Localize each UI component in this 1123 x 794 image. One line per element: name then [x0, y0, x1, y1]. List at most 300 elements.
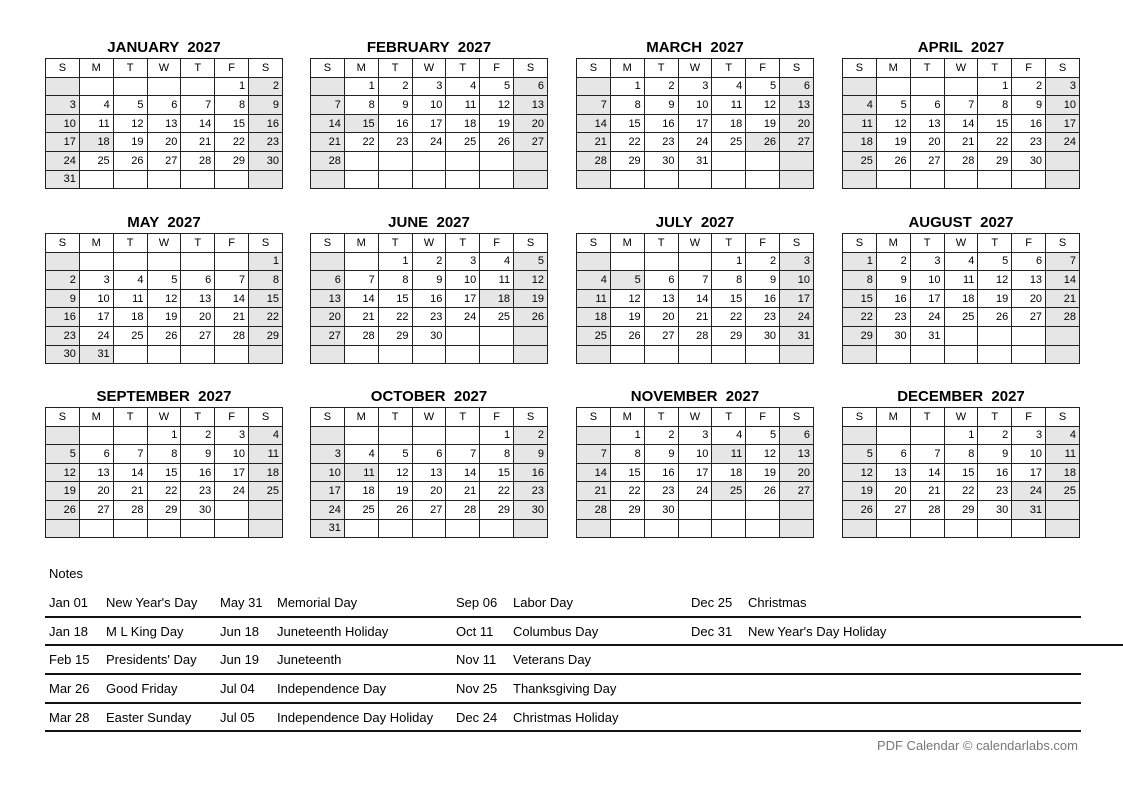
day-cell[interactable]: 14	[577, 463, 611, 482]
day-cell[interactable]: 27	[514, 133, 548, 152]
day-cell[interactable]: 6	[79, 445, 113, 464]
day-cell[interactable]: 28	[577, 500, 611, 519]
day-cell[interactable]: 23	[644, 482, 678, 501]
day-cell[interactable]: 19	[147, 308, 181, 327]
day-cell[interactable]: 18	[712, 114, 746, 133]
day-cell[interactable]: 17	[678, 114, 712, 133]
day-cell[interactable]: 7	[678, 271, 712, 290]
day-cell[interactable]: 19	[746, 463, 780, 482]
day-cell[interactable]: 1	[147, 426, 181, 445]
day-cell[interactable]: 4	[113, 271, 147, 290]
day-cell[interactable]: 14	[577, 114, 611, 133]
day-cell[interactable]: 30	[1012, 151, 1046, 170]
day-cell[interactable]: 4	[480, 252, 514, 271]
day-cell[interactable]: 14	[215, 289, 249, 308]
day-cell[interactable]: 29	[147, 500, 181, 519]
day-cell[interactable]: 20	[412, 482, 446, 501]
day-cell[interactable]: 26	[113, 151, 147, 170]
day-cell[interactable]: 25	[113, 326, 147, 345]
day-cell[interactable]: 3	[46, 96, 80, 115]
day-cell[interactable]: 26	[46, 500, 80, 519]
day-cell[interactable]: 21	[910, 482, 944, 501]
day-cell[interactable]: 5	[978, 252, 1012, 271]
day-cell[interactable]: 23	[514, 482, 548, 501]
day-cell[interactable]: 22	[378, 308, 412, 327]
day-cell[interactable]: 16	[876, 289, 910, 308]
day-cell[interactable]: 19	[113, 133, 147, 152]
day-cell[interactable]: 22	[344, 133, 378, 152]
day-cell[interactable]: 16	[978, 463, 1012, 482]
day-cell[interactable]: 12	[514, 271, 548, 290]
day-cell[interactable]: 10	[910, 271, 944, 290]
day-cell[interactable]: 18	[344, 482, 378, 501]
day-cell[interactable]: 9	[514, 445, 548, 464]
day-cell[interactable]: 3	[79, 271, 113, 290]
day-cell[interactable]: 13	[412, 463, 446, 482]
day-cell[interactable]: 18	[249, 463, 283, 482]
day-cell[interactable]: 7	[215, 271, 249, 290]
day-cell[interactable]: 20	[780, 463, 814, 482]
day-cell[interactable]: 11	[843, 114, 877, 133]
day-cell[interactable]: 7	[577, 96, 611, 115]
day-cell[interactable]: 17	[311, 482, 345, 501]
day-cell[interactable]: 5	[610, 271, 644, 290]
day-cell[interactable]: 14	[678, 289, 712, 308]
day-cell[interactable]: 7	[577, 445, 611, 464]
day-cell[interactable]: 2	[978, 426, 1012, 445]
day-cell[interactable]: 28	[181, 151, 215, 170]
day-cell[interactable]: 29	[215, 151, 249, 170]
day-cell[interactable]: 17	[79, 308, 113, 327]
day-cell[interactable]: 30	[978, 500, 1012, 519]
day-cell[interactable]: 4	[577, 271, 611, 290]
day-cell[interactable]: 27	[412, 500, 446, 519]
day-cell[interactable]: 7	[344, 271, 378, 290]
day-cell[interactable]: 11	[79, 114, 113, 133]
day-cell[interactable]: 28	[344, 326, 378, 345]
day-cell[interactable]: 13	[1012, 271, 1046, 290]
day-cell[interactable]: 29	[480, 500, 514, 519]
day-cell[interactable]: 1	[610, 426, 644, 445]
day-cell[interactable]: 11	[344, 463, 378, 482]
day-cell[interactable]: 20	[147, 133, 181, 152]
day-cell[interactable]: 28	[446, 500, 480, 519]
day-cell[interactable]: 26	[978, 308, 1012, 327]
day-cell[interactable]: 4	[79, 96, 113, 115]
day-cell[interactable]: 8	[480, 445, 514, 464]
day-cell[interactable]: 9	[46, 289, 80, 308]
day-cell[interactable]: 25	[944, 308, 978, 327]
day-cell[interactable]: 25	[249, 482, 283, 501]
day-cell[interactable]: 21	[181, 133, 215, 152]
day-cell[interactable]: 20	[311, 308, 345, 327]
day-cell[interactable]: 14	[344, 289, 378, 308]
day-cell[interactable]: 6	[311, 271, 345, 290]
day-cell[interactable]: 5	[746, 77, 780, 96]
day-cell[interactable]: 30	[514, 500, 548, 519]
day-cell[interactable]: 25	[1046, 482, 1080, 501]
footer-credit[interactable]: PDF Calendar © calendarlabs.com	[876, 738, 1078, 753]
day-cell[interactable]: 6	[780, 426, 814, 445]
day-cell[interactable]: 22	[712, 308, 746, 327]
day-cell[interactable]: 13	[780, 445, 814, 464]
day-cell[interactable]: 22	[147, 482, 181, 501]
day-cell[interactable]: 5	[147, 271, 181, 290]
day-cell[interactable]: 7	[113, 445, 147, 464]
day-cell[interactable]: 15	[978, 114, 1012, 133]
day-cell[interactable]: 27	[910, 151, 944, 170]
day-cell[interactable]: 14	[446, 463, 480, 482]
day-cell[interactable]: 7	[910, 445, 944, 464]
day-cell[interactable]: 20	[514, 114, 548, 133]
day-cell[interactable]: 22	[610, 482, 644, 501]
day-cell[interactable]: 30	[644, 500, 678, 519]
day-cell[interactable]: 19	[746, 114, 780, 133]
day-cell[interactable]: 21	[1046, 289, 1080, 308]
day-cell[interactable]: 10	[311, 463, 345, 482]
day-cell[interactable]: 27	[79, 500, 113, 519]
day-cell[interactable]: 30	[181, 500, 215, 519]
day-cell[interactable]: 20	[644, 308, 678, 327]
day-cell[interactable]: 21	[944, 133, 978, 152]
day-cell[interactable]: 10	[1012, 445, 1046, 464]
day-cell[interactable]: 9	[412, 271, 446, 290]
day-cell[interactable]: 16	[46, 308, 80, 327]
day-cell[interactable]: 29	[610, 151, 644, 170]
day-cell[interactable]: 23	[1012, 133, 1046, 152]
day-cell[interactable]: 6	[780, 77, 814, 96]
day-cell[interactable]: 8	[978, 96, 1012, 115]
day-cell[interactable]: 10	[446, 271, 480, 290]
day-cell[interactable]: 23	[181, 482, 215, 501]
day-cell[interactable]: 15	[480, 463, 514, 482]
day-cell[interactable]: 5	[876, 96, 910, 115]
day-cell[interactable]: 7	[944, 96, 978, 115]
day-cell[interactable]: 26	[610, 326, 644, 345]
day-cell[interactable]: 12	[480, 96, 514, 115]
day-cell[interactable]: 18	[577, 308, 611, 327]
day-cell[interactable]: 13	[79, 463, 113, 482]
day-cell[interactable]: 11	[480, 271, 514, 290]
day-cell[interactable]: 31	[780, 326, 814, 345]
day-cell[interactable]: 24	[678, 133, 712, 152]
day-cell[interactable]: 25	[79, 151, 113, 170]
day-cell[interactable]: 8	[215, 96, 249, 115]
day-cell[interactable]: 3	[910, 252, 944, 271]
day-cell[interactable]: 4	[446, 77, 480, 96]
day-cell[interactable]: 11	[712, 96, 746, 115]
day-cell[interactable]: 15	[944, 463, 978, 482]
day-cell[interactable]: 3	[311, 445, 345, 464]
day-cell[interactable]: 15	[344, 114, 378, 133]
day-cell[interactable]: 27	[1012, 308, 1046, 327]
day-cell[interactable]: 26	[843, 500, 877, 519]
day-cell[interactable]: 6	[644, 271, 678, 290]
day-cell[interactable]: 9	[181, 445, 215, 464]
day-cell[interactable]: 8	[944, 445, 978, 464]
day-cell[interactable]: 20	[79, 482, 113, 501]
day-cell[interactable]: 6	[910, 96, 944, 115]
day-cell[interactable]: 4	[344, 445, 378, 464]
day-cell[interactable]: 1	[344, 77, 378, 96]
day-cell[interactable]: 17	[412, 114, 446, 133]
day-cell[interactable]: 22	[843, 308, 877, 327]
day-cell[interactable]: 26	[378, 500, 412, 519]
day-cell[interactable]: 27	[311, 326, 345, 345]
day-cell[interactable]: 2	[876, 252, 910, 271]
day-cell[interactable]: 18	[944, 289, 978, 308]
day-cell[interactable]: 24	[215, 482, 249, 501]
day-cell[interactable]: 25	[712, 482, 746, 501]
day-cell[interactable]: 25	[480, 308, 514, 327]
day-cell[interactable]: 3	[1012, 426, 1046, 445]
day-cell[interactable]: 30	[746, 326, 780, 345]
day-cell[interactable]: 18	[113, 308, 147, 327]
day-cell[interactable]: 13	[876, 463, 910, 482]
day-cell[interactable]: 16	[181, 463, 215, 482]
day-cell[interactable]: 1	[978, 77, 1012, 96]
day-cell[interactable]: 5	[46, 445, 80, 464]
day-cell[interactable]: 19	[514, 289, 548, 308]
day-cell[interactable]: 25	[843, 151, 877, 170]
day-cell[interactable]: 17	[446, 289, 480, 308]
day-cell[interactable]: 22	[610, 133, 644, 152]
day-cell[interactable]: 9	[1012, 96, 1046, 115]
day-cell[interactable]: 21	[678, 308, 712, 327]
day-cell[interactable]: 17	[780, 289, 814, 308]
day-cell[interactable]: 19	[876, 133, 910, 152]
day-cell[interactable]: 26	[147, 326, 181, 345]
day-cell[interactable]: 22	[480, 482, 514, 501]
day-cell[interactable]: 8	[249, 271, 283, 290]
day-cell[interactable]: 17	[1046, 114, 1080, 133]
day-cell[interactable]: 28	[944, 151, 978, 170]
day-cell[interactable]: 5	[843, 445, 877, 464]
day-cell[interactable]: 24	[1012, 482, 1046, 501]
day-cell[interactable]: 26	[746, 133, 780, 152]
day-cell[interactable]: 13	[910, 114, 944, 133]
day-cell[interactable]: 13	[514, 96, 548, 115]
day-cell[interactable]: 22	[944, 482, 978, 501]
day-cell[interactable]: 22	[215, 133, 249, 152]
day-cell[interactable]: 26	[876, 151, 910, 170]
day-cell[interactable]: 15	[712, 289, 746, 308]
day-cell[interactable]: 2	[412, 252, 446, 271]
day-cell[interactable]: 11	[712, 445, 746, 464]
day-cell[interactable]: 14	[311, 114, 345, 133]
day-cell[interactable]: 24	[780, 308, 814, 327]
day-cell[interactable]: 13	[147, 114, 181, 133]
day-cell[interactable]: 10	[678, 445, 712, 464]
day-cell[interactable]: 24	[79, 326, 113, 345]
day-cell[interactable]: 11	[1046, 445, 1080, 464]
day-cell[interactable]: 6	[876, 445, 910, 464]
day-cell[interactable]: 20	[876, 482, 910, 501]
day-cell[interactable]: 21	[113, 482, 147, 501]
day-cell[interactable]: 28	[113, 500, 147, 519]
day-cell[interactable]: 17	[1012, 463, 1046, 482]
day-cell[interactable]: 28	[577, 151, 611, 170]
day-cell[interactable]: 9	[644, 445, 678, 464]
day-cell[interactable]: 19	[610, 308, 644, 327]
day-cell[interactable]: 17	[910, 289, 944, 308]
day-cell[interactable]: 15	[843, 289, 877, 308]
day-cell[interactable]: 4	[944, 252, 978, 271]
day-cell[interactable]: 12	[843, 463, 877, 482]
day-cell[interactable]: 16	[249, 114, 283, 133]
day-cell[interactable]: 24	[910, 308, 944, 327]
day-cell[interactable]: 10	[780, 271, 814, 290]
day-cell[interactable]: 3	[678, 77, 712, 96]
day-cell[interactable]: 22	[249, 308, 283, 327]
day-cell[interactable]: 20	[1012, 289, 1046, 308]
day-cell[interactable]: 30	[249, 151, 283, 170]
day-cell[interactable]: 8	[712, 271, 746, 290]
day-cell[interactable]: 3	[678, 426, 712, 445]
day-cell[interactable]: 4	[712, 77, 746, 96]
day-cell[interactable]: 13	[181, 289, 215, 308]
day-cell[interactable]: 29	[978, 151, 1012, 170]
day-cell[interactable]: 1	[843, 252, 877, 271]
day-cell[interactable]: 1	[944, 426, 978, 445]
day-cell[interactable]: 9	[746, 271, 780, 290]
day-cell[interactable]: 27	[147, 151, 181, 170]
day-cell[interactable]: 21	[344, 308, 378, 327]
day-cell[interactable]: 29	[610, 500, 644, 519]
day-cell[interactable]: 16	[514, 463, 548, 482]
day-cell[interactable]: 23	[876, 308, 910, 327]
day-cell[interactable]: 16	[412, 289, 446, 308]
day-cell[interactable]: 12	[113, 114, 147, 133]
day-cell[interactable]: 28	[678, 326, 712, 345]
day-cell[interactable]: 12	[378, 463, 412, 482]
day-cell[interactable]: 30	[412, 326, 446, 345]
day-cell[interactable]: 15	[249, 289, 283, 308]
day-cell[interactable]: 27	[876, 500, 910, 519]
day-cell[interactable]: 27	[780, 482, 814, 501]
day-cell[interactable]: 24	[1046, 133, 1080, 152]
day-cell[interactable]: 14	[944, 114, 978, 133]
day-cell[interactable]: 3	[412, 77, 446, 96]
day-cell[interactable]: 18	[1046, 463, 1080, 482]
day-cell[interactable]: 7	[181, 96, 215, 115]
day-cell[interactable]: 6	[412, 445, 446, 464]
day-cell[interactable]: 31	[79, 345, 113, 364]
day-cell[interactable]: 24	[446, 308, 480, 327]
day-cell[interactable]: 11	[113, 289, 147, 308]
day-cell[interactable]: 20	[181, 308, 215, 327]
day-cell[interactable]: 29	[712, 326, 746, 345]
day-cell[interactable]: 2	[644, 426, 678, 445]
day-cell[interactable]: 26	[514, 308, 548, 327]
day-cell[interactable]: 1	[215, 77, 249, 96]
day-cell[interactable]: 17	[678, 463, 712, 482]
day-cell[interactable]: 16	[1012, 114, 1046, 133]
day-cell[interactable]: 8	[378, 271, 412, 290]
day-cell[interactable]: 24	[311, 500, 345, 519]
day-cell[interactable]: 23	[412, 308, 446, 327]
day-cell[interactable]: 8	[344, 96, 378, 115]
day-cell[interactable]: 30	[876, 326, 910, 345]
day-cell[interactable]: 27	[644, 326, 678, 345]
day-cell[interactable]: 31	[311, 519, 345, 538]
day-cell[interactable]: 29	[843, 326, 877, 345]
day-cell[interactable]: 12	[147, 289, 181, 308]
day-cell[interactable]: 25	[577, 326, 611, 345]
day-cell[interactable]: 9	[978, 445, 1012, 464]
day-cell[interactable]: 28	[910, 500, 944, 519]
day-cell[interactable]: 10	[79, 289, 113, 308]
day-cell[interactable]: 6	[514, 77, 548, 96]
day-cell[interactable]: 3	[215, 426, 249, 445]
day-cell[interactable]: 18	[79, 133, 113, 152]
day-cell[interactable]: 25	[446, 133, 480, 152]
day-cell[interactable]: 29	[378, 326, 412, 345]
day-cell[interactable]: 31	[678, 151, 712, 170]
day-cell[interactable]: 18	[446, 114, 480, 133]
day-cell[interactable]: 2	[1012, 77, 1046, 96]
day-cell[interactable]: 5	[113, 96, 147, 115]
day-cell[interactable]: 11	[577, 289, 611, 308]
day-cell[interactable]: 30	[46, 345, 80, 364]
day-cell[interactable]: 20	[780, 114, 814, 133]
day-cell[interactable]: 23	[644, 133, 678, 152]
day-cell[interactable]: 10	[678, 96, 712, 115]
day-cell[interactable]: 10	[215, 445, 249, 464]
day-cell[interactable]: 23	[46, 326, 80, 345]
day-cell[interactable]: 5	[378, 445, 412, 464]
day-cell[interactable]: 9	[378, 96, 412, 115]
day-cell[interactable]: 19	[978, 289, 1012, 308]
day-cell[interactable]: 15	[147, 463, 181, 482]
day-cell[interactable]: 7	[446, 445, 480, 464]
day-cell[interactable]: 17	[215, 463, 249, 482]
day-cell[interactable]: 3	[780, 252, 814, 271]
day-cell[interactable]: 16	[644, 114, 678, 133]
day-cell[interactable]: 16	[644, 463, 678, 482]
day-cell[interactable]: 6	[1012, 252, 1046, 271]
day-cell[interactable]: 27	[780, 133, 814, 152]
day-cell[interactable]: 2	[378, 77, 412, 96]
day-cell[interactable]: 12	[746, 445, 780, 464]
day-cell[interactable]: 23	[378, 133, 412, 152]
day-cell[interactable]: 9	[876, 271, 910, 290]
day-cell[interactable]: 16	[378, 114, 412, 133]
day-cell[interactable]: 5	[514, 252, 548, 271]
day-cell[interactable]: 21	[446, 482, 480, 501]
day-cell[interactable]: 21	[311, 133, 345, 152]
day-cell[interactable]: 16	[746, 289, 780, 308]
day-cell[interactable]: 20	[910, 133, 944, 152]
day-cell[interactable]: 1	[712, 252, 746, 271]
day-cell[interactable]: 17	[46, 133, 80, 152]
day-cell[interactable]: 4	[1046, 426, 1080, 445]
day-cell[interactable]: 9	[644, 96, 678, 115]
day-cell[interactable]: 13	[644, 289, 678, 308]
day-cell[interactable]: 4	[249, 426, 283, 445]
day-cell[interactable]: 15	[610, 114, 644, 133]
day-cell[interactable]: 23	[978, 482, 1012, 501]
day-cell[interactable]: 3	[1046, 77, 1080, 96]
day-cell[interactable]: 28	[215, 326, 249, 345]
day-cell[interactable]: 19	[46, 482, 80, 501]
day-cell[interactable]: 12	[978, 271, 1012, 290]
day-cell[interactable]: 2	[181, 426, 215, 445]
day-cell[interactable]: 12	[46, 463, 80, 482]
day-cell[interactable]: 21	[577, 133, 611, 152]
day-cell[interactable]: 7	[1046, 252, 1080, 271]
day-cell[interactable]: 18	[843, 133, 877, 152]
